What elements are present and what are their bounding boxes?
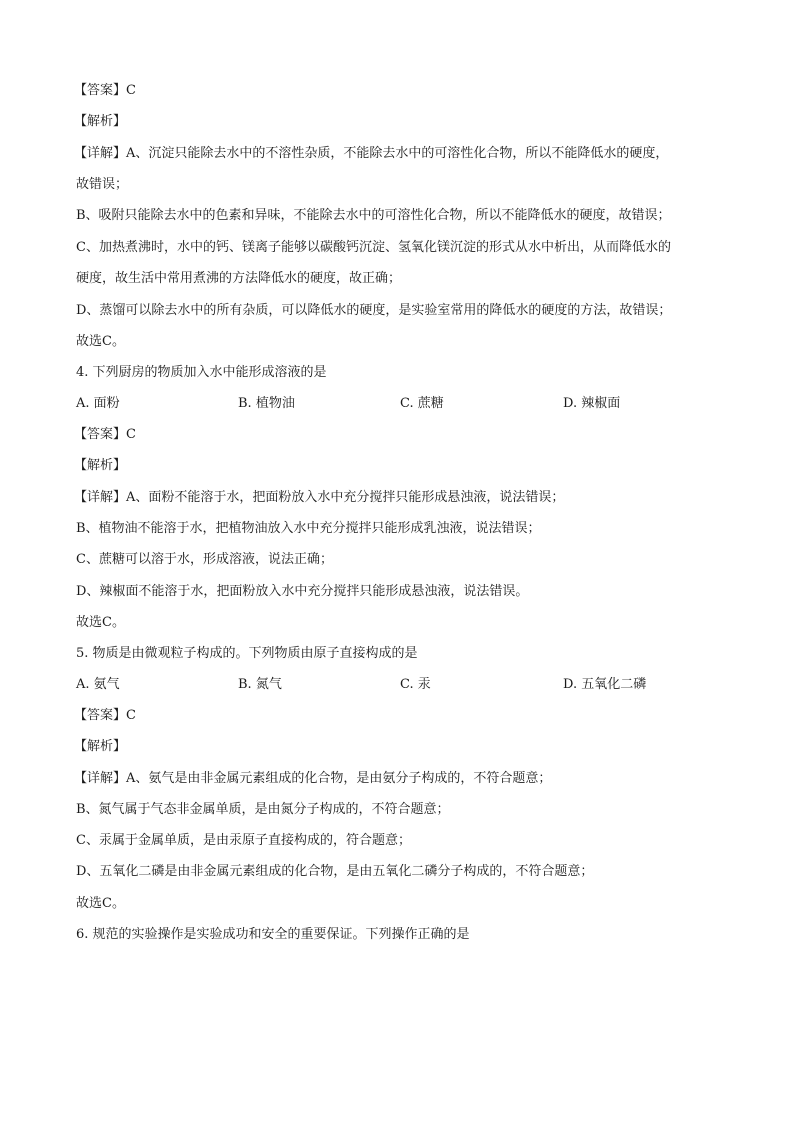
analysis-tag: 【解析】	[74, 739, 127, 754]
conclusion-line: 故选C。	[76, 334, 125, 349]
analysis-heading	[76, 113, 726, 131]
question-stem: 6. 规范的实验操作是实验成功和安全的重要保证。下列操作正确的是	[76, 927, 470, 942]
answer-tag: 【答案】	[74, 708, 127, 723]
answer-tag: 【答案】	[74, 427, 127, 442]
answer-value: C	[126, 708, 136, 723]
detail-line: D、五氧化二磷是由非金属元素组成的化合物，是由五氧化二磷分子构成的，不符合题意；	[76, 864, 594, 879]
answer-tag: 【答案】	[74, 83, 127, 98]
option-c: C. 汞	[400, 677, 431, 692]
detail-tag: 【详解】	[74, 771, 127, 786]
analysis-heading	[76, 457, 726, 475]
detail-tag: 【详解】	[74, 490, 127, 505]
detail-line: D、蒸馏可以除去水中的所有杂质，可以降低水的硬度，是实验室常用的降低水的硬度的方法，故错误；	[76, 303, 672, 318]
conclusion-line: 故选C。	[76, 896, 125, 911]
detail-line	[76, 489, 726, 507]
option-c: C. 蔗糖	[400, 396, 444, 411]
detail-tag: 【详解】	[74, 146, 127, 161]
detail-text: A、氨气是由非金属元素组成的化合物，是由氨分子构成的，不符合题意；	[126, 771, 552, 786]
detail-line: B、植物油不能溶于水，把植物油放入水中充分搅拌只能形成乳浊液，说法错误；	[76, 521, 541, 536]
answer-value: C	[126, 83, 136, 98]
detail-line: D、辣椒面不能溶于水，把面粉放入水中充分搅拌只能形成悬浊液，说法错误。	[76, 584, 529, 599]
answer-line	[76, 82, 726, 100]
detail-line: 硬度，故生活中常用煮沸的方法降低水的硬度，故正确；	[76, 271, 402, 286]
option-a: A. 面粉	[76, 396, 120, 411]
detail-line: C、加热煮沸时，水中的钙、镁离子能够以碳酸钙沉淀、氢氧化镁沉淀的形式从水中析出，从而降低水的	[76, 240, 671, 255]
detail-line: 故错误；	[76, 177, 129, 192]
answer-line	[76, 707, 726, 725]
answer-line	[76, 426, 726, 444]
option-d: D. 辣椒面	[563, 396, 621, 411]
detail-line	[76, 145, 726, 163]
analysis-tag: 【解析】	[74, 114, 127, 129]
question-stem: 4. 下列厨房的物质加入水中能形成溶液的是	[76, 365, 327, 380]
conclusion-line: 故选C。	[76, 615, 125, 630]
detail-line	[76, 770, 726, 788]
question-stem: 5. 物质是由微观粒子构成的。下列物质由原子直接构成的是	[76, 646, 418, 661]
analysis-tag: 【解析】	[74, 458, 127, 473]
option-b: B. 植物油	[238, 396, 295, 411]
option-d: D. 五氧化二磷	[563, 677, 647, 692]
detail-line: B、氮气属于气态非金属单质，是由氮分子构成的，不符合题意；	[76, 802, 450, 817]
analysis-heading	[76, 738, 726, 756]
option-a: A. 氨气	[76, 677, 120, 692]
detail-line: B、吸附只能除去水中的色素和异味，不能除去水中的可溶性化合物，所以不能降低水的硬度，故错误；	[76, 208, 671, 223]
option-b: B. 氮气	[238, 677, 282, 692]
answer-value: C	[126, 427, 136, 442]
detail-line: C、蔗糖可以溶于水，形成溶液，说法正确；	[76, 552, 333, 567]
detail-text: A、沉淀只能除去水中的不溶性杂质，不能除去水中的可溶性化合物，所以不能降低水的硬度，	[126, 146, 669, 161]
detail-text: A、面粉不能溶于水，把面粉放入水中充分搅拌只能形成悬浊液，说法错误；	[126, 490, 565, 505]
detail-line: C、汞属于金属单质，是由汞原子直接构成的，符合题意；	[76, 833, 411, 848]
